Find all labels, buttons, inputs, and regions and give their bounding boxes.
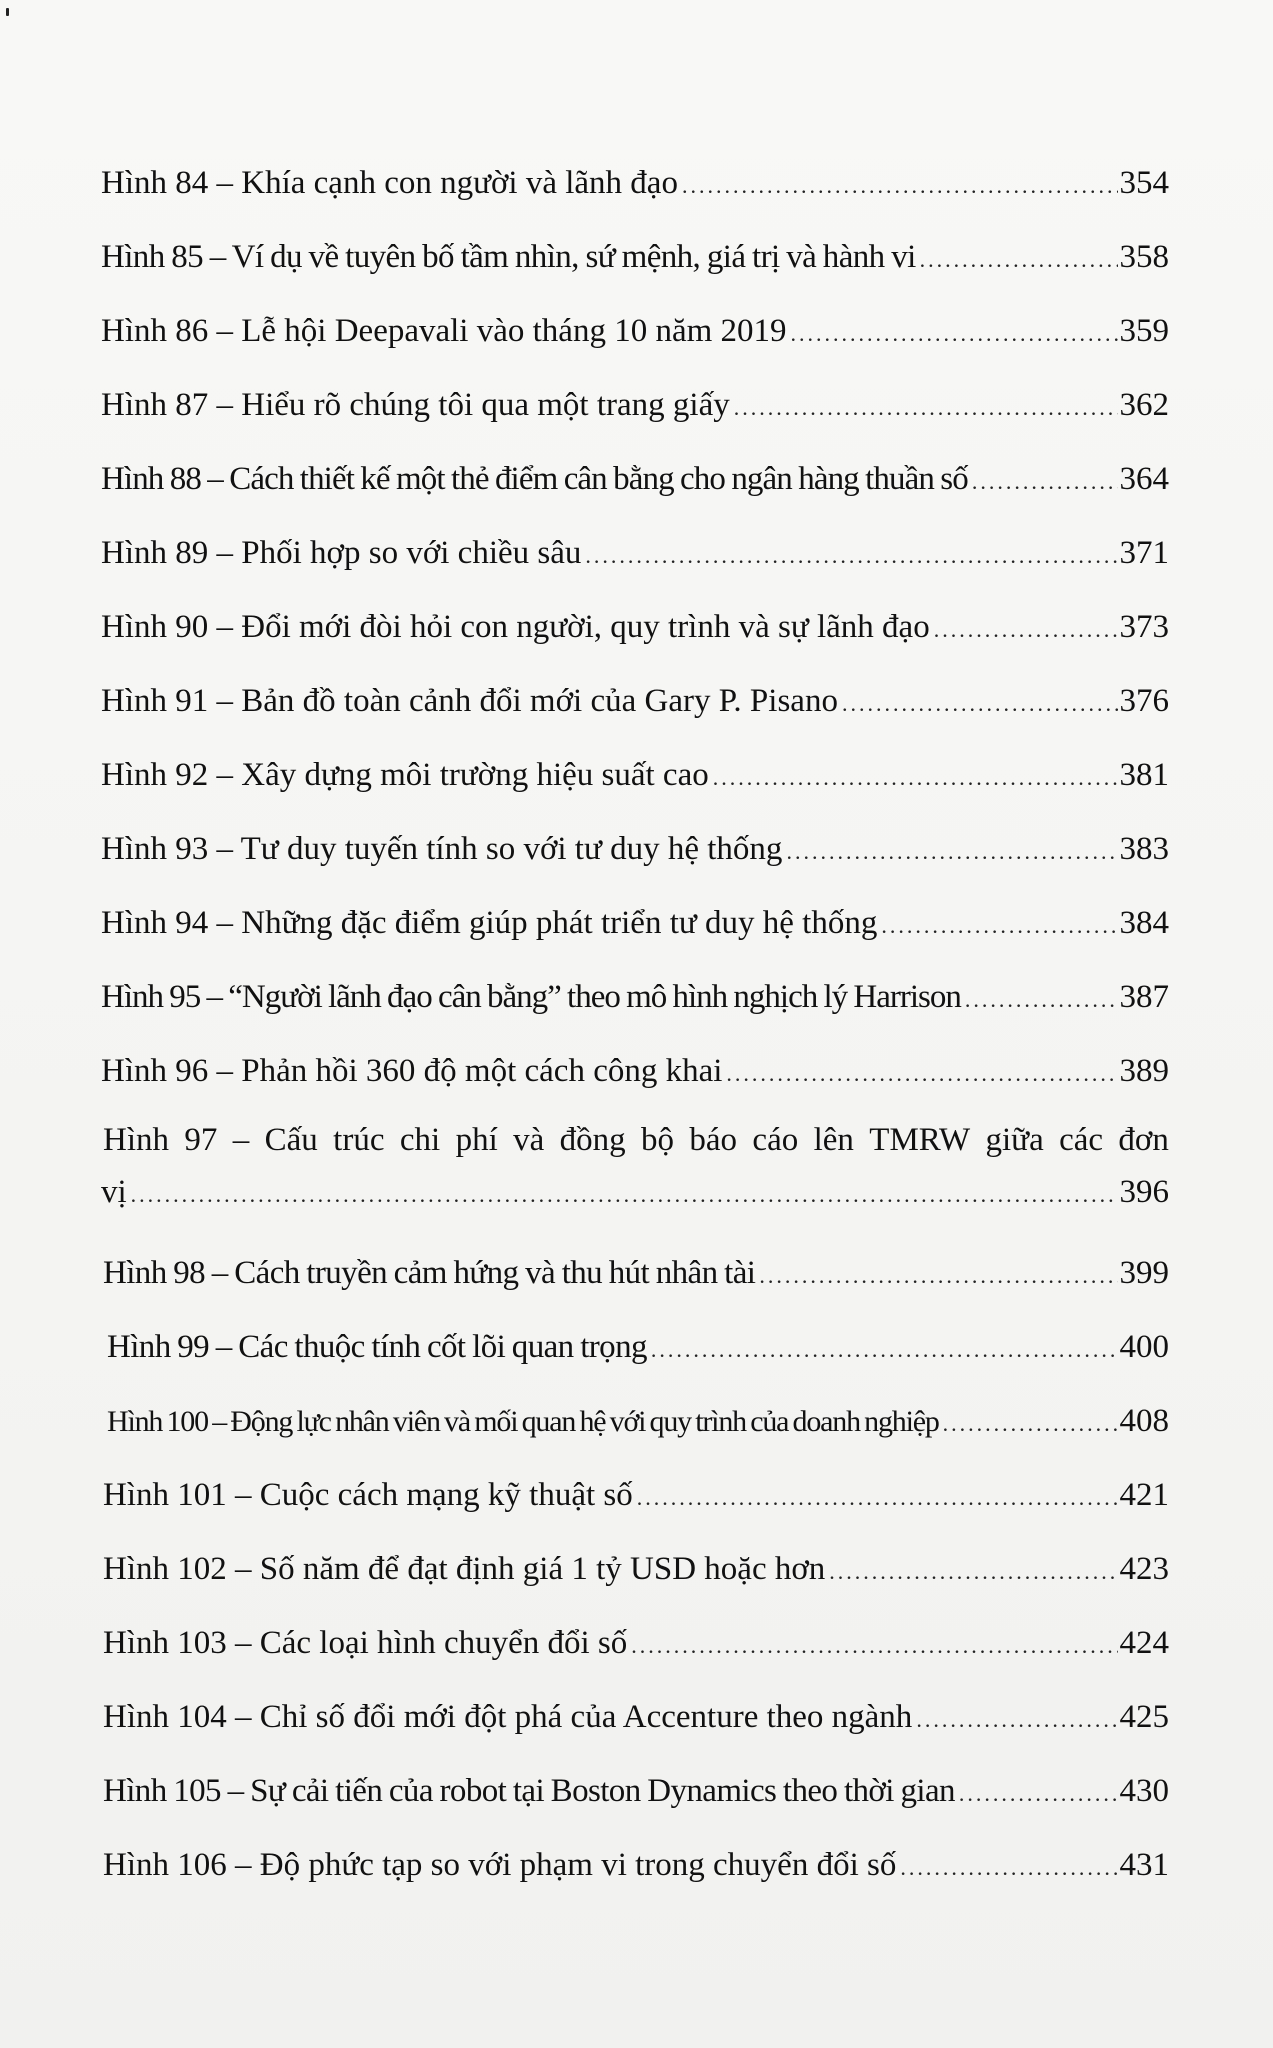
toc-entry-line-2: [101, 1172, 1169, 1236]
dot-leader: [585, 519, 1117, 593]
toc-entry-title-continued: vị: [101, 1174, 127, 1210]
dot-leader: [881, 889, 1117, 963]
toc-entry: [101, 1828, 1169, 1902]
toc-entry: [101, 590, 1169, 664]
toc-entry-page: 424: [1119, 1625, 1169, 1661]
dot-leader: [682, 149, 1118, 223]
toc-entry-page: 371: [1119, 535, 1169, 571]
toc-entry: [101, 1606, 1169, 1680]
dot-leader: [829, 1535, 1117, 1609]
toc-entry-title: Hình 92 – Xây dựng môi trường hiệu suất cao: [101, 757, 709, 793]
title-word: Hình: [103, 1122, 169, 1158]
toc-entry-page: 431: [1119, 1847, 1169, 1883]
title-word: cáo: [752, 1122, 799, 1158]
toc-entry: [101, 220, 1169, 294]
toc-entry: [101, 1034, 1169, 1108]
toc-entry: [101, 442, 1169, 516]
toc-entry: [101, 516, 1169, 590]
toc-entry-title: Hình 96 – Phản hồi 360 độ một cách công khai: [101, 1053, 723, 1089]
toc-entry-title: Hình 101 – Cuộc cách mạng kỹ thuật số: [103, 1477, 633, 1513]
title-word: và: [513, 1122, 545, 1158]
title-word: lên: [813, 1122, 854, 1158]
toc-entry-page: 387: [1119, 979, 1169, 1015]
toc-entry-page: 359: [1119, 313, 1169, 349]
toc-entry-line-1: [101, 1108, 1169, 1172]
toc-entry: [101, 368, 1169, 442]
toc-entry: [101, 1458, 1169, 1532]
title-word: chi: [399, 1122, 441, 1158]
toc-entry-title: Hình 106 – Độ phức tạp so với phạm vi trong chuyển đổi số: [103, 1847, 897, 1883]
dot-leader: [786, 815, 1117, 889]
title-word: các: [1059, 1122, 1104, 1158]
toc-entry-title: Hình 105 – Sự cải tiến của robot tại Boston Dynamics theo thời gian: [103, 1773, 955, 1809]
toc-entry-title: Hình 98 – Cách truyền cảm hứng và thu hút nhân tài: [103, 1255, 756, 1291]
toc-entry-title: Hình 103 – Các loại hình chuyển đổi số: [103, 1625, 628, 1661]
dot-leader: [631, 1609, 1117, 1683]
dot-leader: [842, 667, 1118, 741]
title-word: Cấu: [264, 1122, 318, 1158]
toc-entry-page: 421: [1119, 1477, 1169, 1513]
title-word: 97: [184, 1122, 218, 1158]
toc-entry-title: Hình 94 – Những đặc điểm giúp phát triển tư duy hệ thống: [101, 905, 878, 941]
dot-leader: [965, 963, 1118, 1037]
toc-entry-title: Hình 89 – Phối hợp so với chiều sâu: [101, 535, 582, 571]
dot-leader: [651, 1313, 1118, 1387]
table-of-figures: [101, 146, 1169, 1902]
dot-leader: [131, 1175, 1118, 1215]
title-word: trúc: [333, 1122, 385, 1158]
toc-entry-page: 362: [1119, 387, 1169, 423]
toc-entry-title: Hình 100 – Động lực nhân viên và mối quan hệ với quy trình của doanh nghiệp: [107, 1405, 939, 1438]
toc-entry: [101, 146, 1169, 220]
dot-leader: [972, 445, 1118, 519]
toc-entry-page: 423: [1119, 1551, 1169, 1587]
toc-entry-title: Hình 104 – Chỉ số đổi mới đột phá của Accenture theo ngành: [103, 1699, 913, 1735]
dot-leader: [900, 1831, 1117, 1905]
toc-entry-page: 408: [1119, 1403, 1169, 1439]
title-word: –: [232, 1122, 250, 1158]
toc-entry: [101, 1754, 1169, 1828]
title-word: đồng: [559, 1122, 626, 1158]
toc-entry-title: Hình 84 – Khía cạnh con người và lãnh đạo: [101, 165, 678, 201]
toc-entry-title: Hình 85 – Ví dụ về tuyên bố tầm nhìn, sứ mệnh, giá trị và hành vi: [101, 239, 916, 275]
toc-entry-page: 373: [1119, 609, 1169, 645]
dot-leader: [637, 1461, 1118, 1535]
toc-entry-title: Hình 87 – Hiểu rõ chúng tôi qua một trang giấy: [101, 387, 730, 423]
dot-leader: [759, 1239, 1117, 1313]
toc-entry-page: 383: [1119, 831, 1169, 867]
toc-entry: [101, 886, 1169, 960]
toc-entry-page: 400: [1119, 1329, 1169, 1365]
toc-entry-title: Hình 99 – Các thuộc tính cốt lõi quan trọng: [107, 1329, 647, 1365]
toc-entry-page: 425: [1119, 1699, 1169, 1735]
toc-entry-title: Hình 90 – Đổi mới đòi hỏi con người, quy trình và sự lãnh đạo: [101, 609, 930, 645]
toc-entry-page: 399: [1119, 1255, 1169, 1291]
toc-entry: [101, 960, 1169, 1034]
toc-entry-page: 389: [1119, 1053, 1169, 1089]
toc-entry: [101, 664, 1169, 738]
toc-entry-page: 381: [1119, 757, 1169, 793]
toc-entry-page: 364: [1119, 461, 1169, 497]
dot-leader: [959, 1757, 1118, 1831]
toc-entry: [101, 1310, 1169, 1384]
toc-entry: [101, 294, 1169, 368]
title-word: giữa: [985, 1122, 1044, 1158]
toc-entry-page: 354: [1119, 165, 1169, 201]
title-word: TMRW: [869, 1122, 971, 1158]
toc-entry-page: 376: [1119, 683, 1169, 719]
toc-entry-page: 396: [1119, 1174, 1169, 1210]
toc-entry-title: Hình 88 – Cách thiết kế một thẻ điểm cân bằng cho ngân hàng thuần số: [101, 461, 968, 497]
toc-entry-title: Hình 86 – Lễ hội Deepavali vào tháng 10 năm 2019: [101, 313, 787, 349]
scan-mark: [6, 8, 9, 16]
dot-leader: [726, 1037, 1117, 1111]
title-word: đơn: [1118, 1122, 1169, 1158]
toc-entry-title: Hình 93 – Tư duy tuyến tính so với tư duy hệ thống: [101, 831, 783, 867]
dot-leader: [920, 223, 1118, 297]
toc-entry-page: 358: [1119, 239, 1169, 275]
toc-entry-title: Hình 91 – Bản đồ toàn cảnh đổi mới của Gary P. Pisano: [101, 683, 838, 719]
toc-entry: [101, 812, 1169, 886]
dot-leader: [916, 1683, 1117, 1757]
toc-entry: [101, 1532, 1169, 1606]
toc-entry-title: Hình 102 – Số năm để đạt định giá 1 tỷ USD hoặc hơn: [103, 1551, 826, 1587]
toc-entry-page: 430: [1119, 1773, 1169, 1809]
dot-leader: [791, 297, 1118, 371]
dot-leader: [734, 371, 1118, 445]
toc-entry: [101, 738, 1169, 812]
dot-leader: [934, 593, 1118, 667]
dot-leader: [943, 1387, 1118, 1461]
title-word: bộ: [641, 1122, 675, 1158]
title-word: báo: [689, 1122, 738, 1158]
toc-entry: [101, 1680, 1169, 1754]
toc-entry-title: Hình 95 – “Người lãnh đạo cân bằng” theo mô hình nghịch lý Harrison: [101, 979, 961, 1015]
dot-leader: [713, 741, 1118, 815]
toc-entry-page: 384: [1119, 905, 1169, 941]
title-word: phí: [455, 1122, 498, 1158]
toc-entry: [101, 1384, 1169, 1458]
toc-entry: [101, 1236, 1169, 1310]
